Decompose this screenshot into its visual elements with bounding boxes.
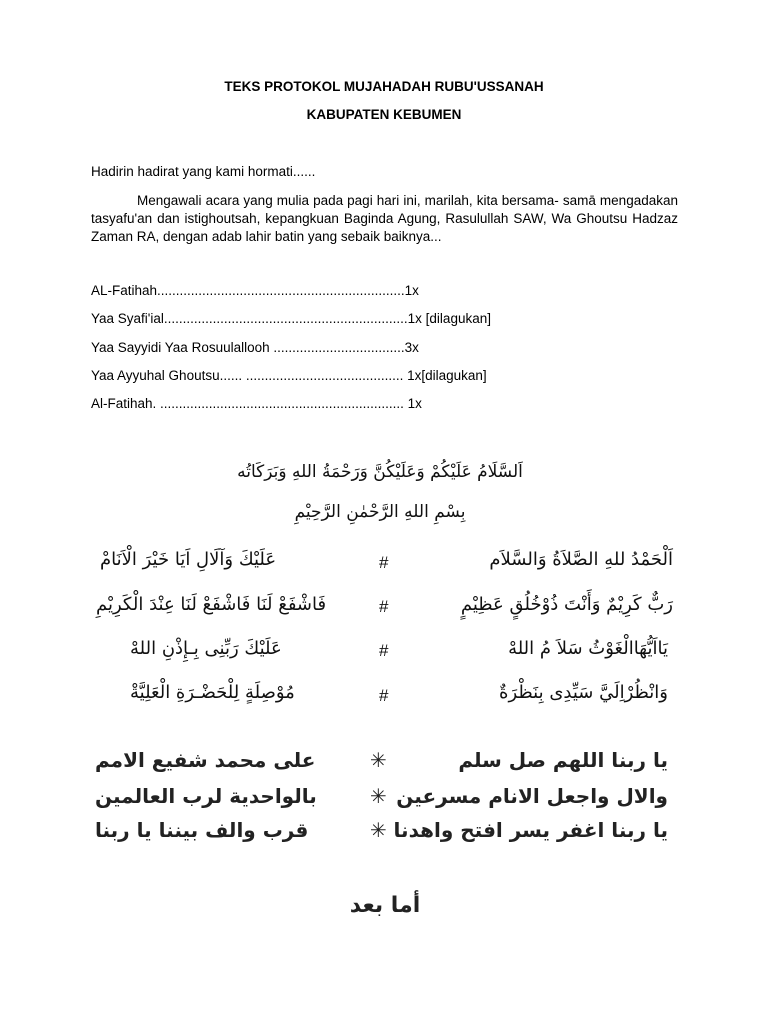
document-title: TEKS PROTOKOL MUJAHADAH RUBU'USSANAH [224,79,544,94]
verse-separator: # [379,597,389,616]
wirid-item: AL-Fatihah..................................................................1x [91,283,419,298]
verse-left: مُوْصِلَةٍ لِلْحَضْـرَةِ الْعَلِيَّةْ [130,682,295,703]
basmalah: بِسْمِ اللهِ الرَّحْمٰنِ الرَّحِيْمِ [294,502,466,522]
verse-separator: # [379,641,389,660]
scanned-verse-right: والال واجعل الانام مسرعين [396,784,668,808]
verse-left: عَلَيْكَ رَبِّنِى بِـإِذْنِ اللهْ [130,638,282,659]
verse-left: فَاشْفَعْ لَنَا فَاشْفَعْ لَنَا عِنْدَ الْكَرِيْمِ [96,594,327,615]
opening-paragraph-text: Mengawali acara yang mulia pada pagi hari ini, marilah, kita bersama- samā mengadakan tasyafu'an dan istighoutsah, kepangkuan Baginda Agung, Rasulullah SAW, Wa Ghoutsu Hadzaz Zaman RA, dengan adab lahir batin yang sebaik baiknya... [91,193,678,244]
wirid-item: Yaa Syafi'ial.................................................................1x [dilagukan] [91,311,491,326]
verse-separator: # [379,686,389,705]
asterisk-separator-icon: ✳ [370,784,387,808]
verse-right: اَلْحَمْدُ للهِ الصَّلاَةُ وَالسَّلاَم [489,549,673,570]
scanned-verse-left: بالواحدية لرب العالمين [95,784,317,808]
wirid-item: Al-Fatihah. ................................................................. 1x [91,396,422,411]
salam-greeting: اَلسَّلَامُ عَلَيْكُمْ وَعَلَيْكُنَّ وَرَحْمَةُ اللهِ وَبَرَكَاتُه [237,462,523,482]
asterisk-separator-icon: ✳ [370,748,387,772]
asterisk-separator-icon: ✳ [370,818,387,842]
scanned-verse-right: يا ربنا اغفر يسر افتح واهدنا [393,818,668,842]
greeting-line: Hadirin hadirat yang kami hormati...... [91,164,316,179]
scanned-verse-left: على محمد شفيع الامم [95,748,316,772]
document-subtitle: KABUPATEN KEBUMEN [306,107,462,122]
scanned-verse-right: يا ربنا اللهم صل سلم [458,748,668,772]
verse-right: وَانْظُرْاِلَيَّ سَيِّدِى بِنَظْرَةٌ [499,682,668,703]
opening-paragraph [91,192,678,246]
closing-amma-baad: أما بعد [349,893,421,918]
verse-separator: # [379,553,389,572]
wirid-item: Yaa Ayyuhal Ghoutsu...... .......................................... 1x[dilagukan] [91,368,487,383]
scanned-verse-left: قرب والف بيننا يا ربنا [95,818,309,842]
wirid-item: Yaa Sayyidi Yaa Rosuulallooh ...................................3x [91,340,419,355]
verse-right: يَااَيُّهَاالْغَوْثُ سَلاَ مُ اللهْ [508,638,668,659]
verse-left: عَلَيْكَ وَآلَالِ اَيَا خَيْرَ الْاَنَامْ [100,549,277,570]
verse-right: رَبٌّ كَرِيْمٌ وَأَنْتَ ذُوْخُلُقٍ عَظِيْمٍ [460,594,673,615]
